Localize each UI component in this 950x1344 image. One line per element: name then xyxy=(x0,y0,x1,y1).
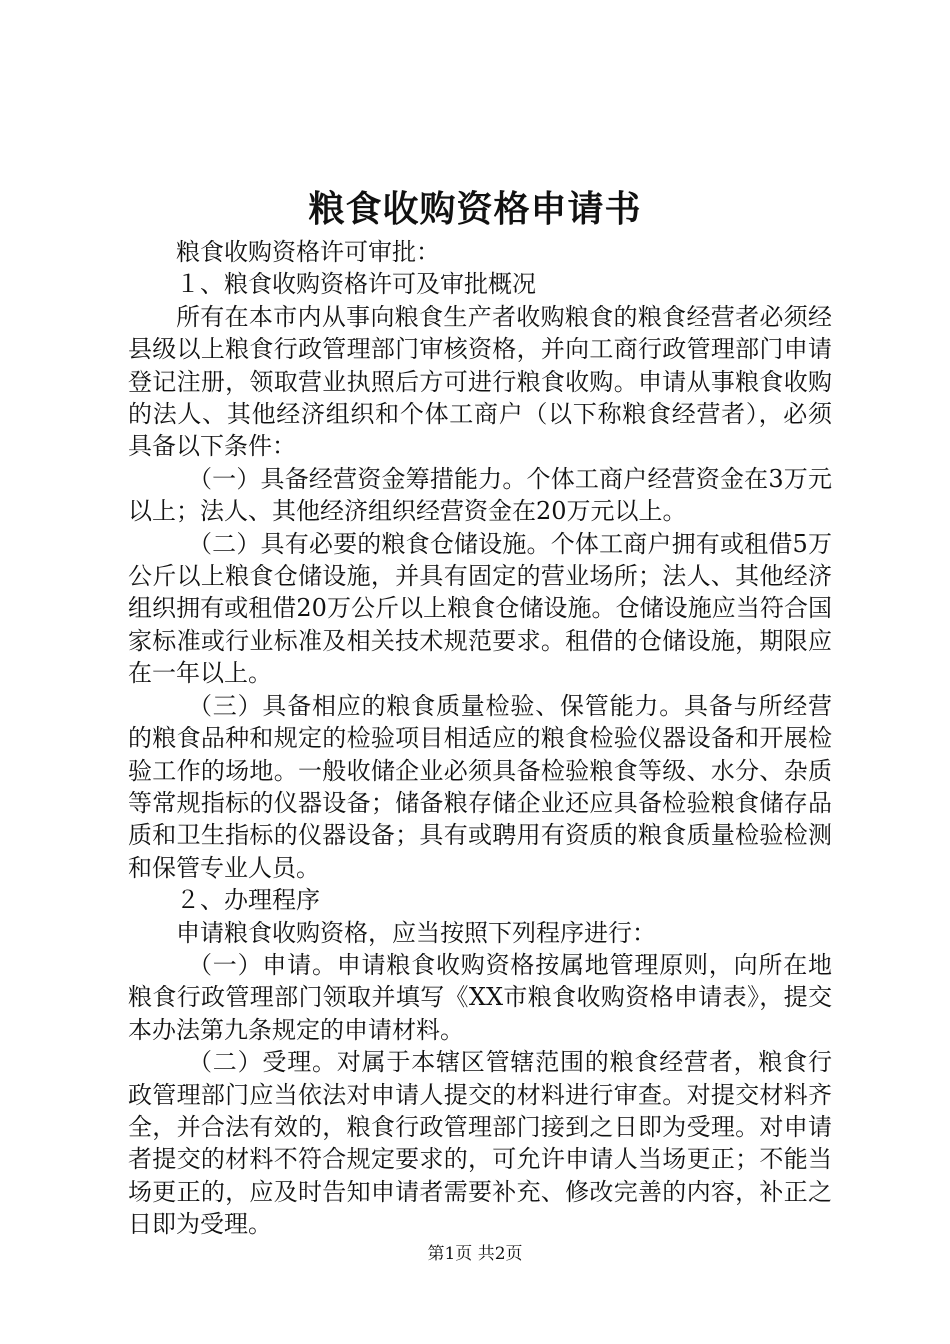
paragraph-procedure-1: （一）申请。申请粮食收购资格按属地管理原则，向所在地粮食行政管理部门领取并填写《XX市粮食收购资格申请表》，提交本办法第九条规定的申请材料。 xyxy=(128,950,832,1044)
paragraph-procedure-2: （二）受理。对属于本辖区管辖范围的粮食经营者，粮食行政管理部门应当依法对申请人提交的材料进行审查。对提交材料齐全，并合法有效的，粮食行政管理部门接到之日即为受理。对申请者提交的材料不符合规定要求的，可允许申请人当场更正；不能当场更正的，应及时告知申请者需要补充、修改完善的内容，补正之日即为受理。 xyxy=(128,1048,832,1239)
paragraph-approval-heading: 粮食收购资格许可审批： xyxy=(176,238,440,266)
document-body xyxy=(128,236,832,1241)
paragraph-section-2-heading: ２、办理程序 xyxy=(176,886,320,915)
paragraph-overview: 所有在本市内从事向粮食生产者收购粮食的粮食经营者必须经县级以上粮食行政管理部门审核资格，并向工商行政管理部门申请登记注册，领取营业执照后方可进行粮食收购。申请从事粮食收购的法人、其他经济组织和个体工商户（以下称粮食经营者），必须具备以下条件： xyxy=(128,302,832,461)
document-title: 粮食收购资格申请书 xyxy=(308,188,642,230)
paragraph-condition-2: （二）具有必要的粮食仓储设施。个体工商户拥有或租借5万公斤以上粮食仓储设施，并具有固定的营业场所；法人、其他经济组织拥有或租借20万公斤以上粮食仓储设施。仓储设施应当符合国家标准或行业标准及相关技术规范要求。租借的仓储设施，期限应在一年以上。 xyxy=(128,529,832,688)
paragraph-condition-1: （一）具备经营资金筹措能力。个体工商户经营资金在3万元以上；法人、其他经济组织经营资金在20万元以上。 xyxy=(128,464,832,526)
page-footer: 第1页 共2页 xyxy=(427,1244,523,1264)
paragraph-procedure-intro: 申请粮食收购资格，应当按照下列程序进行： xyxy=(176,918,656,947)
paragraph-section-1-heading: １、粮食收购资格许可及审批概况 xyxy=(176,270,536,299)
paragraph-condition-3: （三）具备相应的粮食质量检验、保管能力。具备与所经营的粮食品种和规定的检验项目相适应的粮食检验仪器设备和开展检验工作的场地。一般收储企业必须具备检验粮食等级、水分、杂质等常规指标的仪器设备；储备粮存储企业还应具备检验粮食储存品质和卫生指标的仪器设备；具有或聘用有资质的粮食质量检验检测和保管专业人员。 xyxy=(128,691,832,882)
